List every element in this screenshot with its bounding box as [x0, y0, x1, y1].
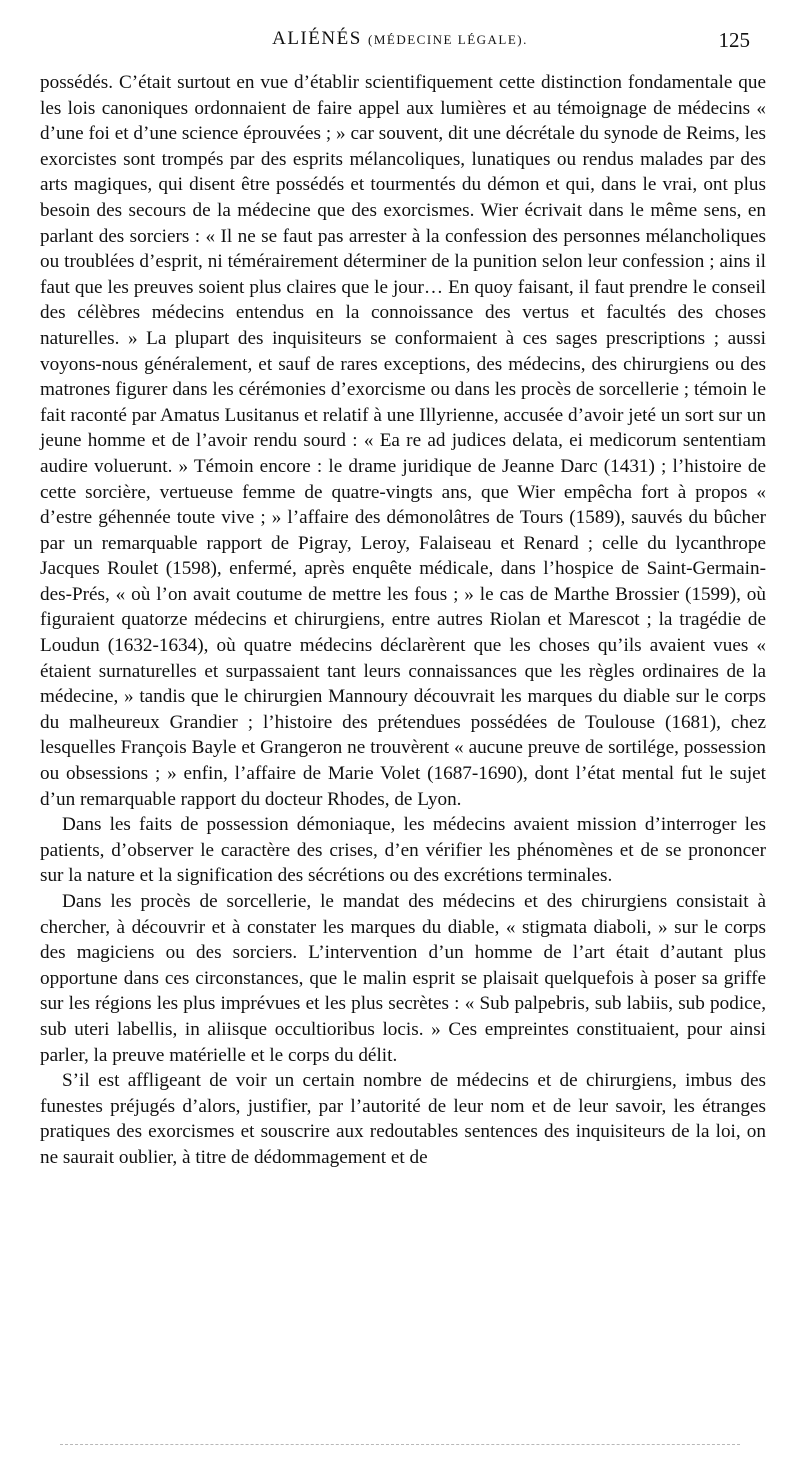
page-number: 125: [718, 28, 750, 52]
paragraph-3: Dans les procès de sorcellerie, le mandat des médecins et des chirurgiens consistait à chercher, à découvrir et à constater les marques du diable, « stigmata diaboli, » sur le corps des magiciens ou des sorciers. L’intervention d’un homme de l’art était d’autant plus opportune dans ces circonstances, que le malin esprit se plaisait quelquefois à poser sa griffe sur les régions les plus imprévues et les plus secrètes : « Sub palpebris, sub labiis, sub podice, sub uteri labellis, in aliisque occultioribus locis. » Ces empreintes constituaient, pour ainsi parler, la preuve matérielle et le corps du délit.: [40, 891, 766, 1066]
footer-dotted-rule: [60, 1444, 740, 1445]
paragraph-1: possédés. C’était surtout en vue d’établir scientifiquement cette distinction fondamentale que les lois canoniques ordonnaient de faire appel aux lumières et au témoignage de médecins « d’une foi et d’une science éprouvées ; » car souvent, dit une décrétale du synode de Reims, les exorcistes sont trompés par des esprits mélancoliques, lunatiques ou rendus malades par des arts magiques, qui disent être possédés et tourmentés du démon et qui, dans le vrai, ont plus besoin des secours de la médecine que des exorcismes. Wier écrivait dans le même sens, en parlant des sorciers : « Il ne se faut pas arrester à la confession des personnes mélancholiques ou troublées d’esprit, ni témérairement déterminer de la punition selon leur confession ; ains il faut que les preuves soient plus claires que le jour… En quoy faisant, il faut prendre le conseil des célèbres médecins entendus en la connoissance des vertus et facultés des choses naturelles. » La plupart des inquisiteurs se conformaient à ces sages prescriptions ; aussi voyons-nous généralement, et sauf de rares exceptions, des médecins, des chirurgiens ou des matrones figurer dans les cérémonies d’exorcisme ou dans les procès de sorcellerie ; témoin le fait raconté par Amatus Lusitanus et relatif à une Illyrienne, accusée d’avoir jeté un sort sur un jeune homme et de l’avoir rendu sourd : « Ea re ad judices delata, ei medicorum sententiam audire voluerunt. » Témoin encore : le drame juridique de Jeanne Darc (1431) ; l’histoire de cette sorcière, vertueuse femme de quatre-vingts ans, que Wier empêcha fort à propos « d’estre géhennée toute vive ; » l’affaire des démonolâtres de Tours (1589), sauvés du bûcher par un remarquable rapport de Pigray, Leroy, Falaiseau et Renard ; celle du lycanthrope Jacques Roulet (1598), enfermé, après enquête médicale, dans l’hospice de Saint-Germain-des-Prés, « où l’on avait coutume de mettre les fous ; » le cas de Marthe Brossier (1599), où figuraient quatorze médecins et chirurgiens, entre autres Riolan et Marescot ; la tragédie de Loudun (1632-1634), où quatre médecins déclarèrent que les choses qu’ils avaient vues « étaient surnaturelles et surpassaient tant leurs connaissances que les règles ordinaires de la médecine, » tandis que le chirurgien Mannoury découvrait les marques du diable sur le corps du malheureux Grandier ; l’histoire des prétendues possédées de Toulouse (1681), chez lesquelles François Bayle et Grangeron ne trouvèrent « aucune preuve de sortilége, possession ou obsessions ; » enfin, l’affaire de Marie Volet (1687-1690), dont l’état mental fut le sujet d’un remarquable rapport du docteur Rhodes, de Lyon.: [40, 72, 766, 810]
paragraph-4: S’il est affligeant de voir un certain nombre de médecins et de chirurgiens, imbus des funestes préjugés d’alors, justifier, par l’autorité de leur nom et de leur savoir, les étranges pratiques des exorcismes et souscrire aux redoutables sentences des inquisiteurs de la loi, on ne saurait oublier, à titre de dédommagement et de: [40, 1070, 766, 1168]
running-title-subtitle: (MÉDECINE LÉGALE).: [368, 32, 528, 47]
paragraph-2: Dans les faits de possession démoniaque, les médecins avaient mission d’interroger les patients, d’observer le caractère des crises, d’en vérifier les phénomènes et de se prononcer sur la nature et la signification des sécrétions ou des excrétions terminales.: [40, 814, 766, 887]
running-head: [40, 28, 760, 60]
running-title: [40, 28, 760, 50]
running-title-main: ALIÉNÉS: [272, 28, 362, 49]
body-text: [40, 70, 766, 1171]
